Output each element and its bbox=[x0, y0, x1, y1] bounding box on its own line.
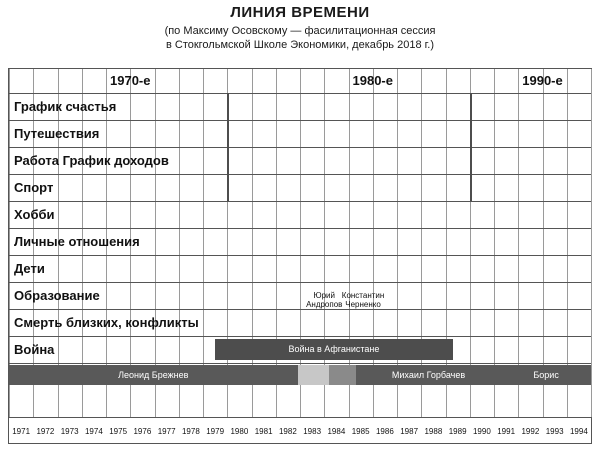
leader-bar-5[interactable]: Борис bbox=[501, 365, 591, 385]
leader-bar-1[interactable]: Леонид Брежнев bbox=[9, 365, 298, 385]
annotation-line-1: Константин bbox=[341, 291, 385, 300]
timeline-chart bbox=[8, 68, 592, 444]
year-tick-1978: 1978 bbox=[181, 427, 200, 436]
row-label-10[interactable]: Война bbox=[14, 342, 55, 357]
subtitle-line-1: (по Максиму Осовскому — фасилитационная сессия bbox=[164, 25, 436, 37]
year-tick-1992: 1992 bbox=[521, 427, 540, 436]
row-label-7[interactable]: Дети bbox=[14, 261, 45, 276]
year-tick-1989: 1989 bbox=[448, 427, 467, 436]
year-tick-1981: 1981 bbox=[254, 427, 273, 436]
year-gridline bbox=[591, 69, 592, 417]
year-tick-1977: 1977 bbox=[157, 427, 176, 436]
leader-bar-4[interactable]: Михаил Горбачев bbox=[356, 365, 502, 385]
year-tick-1972: 1972 bbox=[36, 427, 55, 436]
timeline-marker bbox=[470, 93, 472, 201]
annotation-line-1: Юрий bbox=[313, 291, 335, 300]
row-label-4[interactable]: Спорт bbox=[14, 180, 54, 195]
year-tick-1971: 1971 bbox=[12, 427, 31, 436]
page-title: ЛИНИЯ ВРЕМЕНИ bbox=[230, 4, 370, 21]
row-label-6[interactable]: Личные отношения bbox=[14, 234, 140, 249]
header bbox=[0, 0, 600, 52]
year-tick-1976: 1976 bbox=[133, 427, 152, 436]
year-tick-1980: 1980 bbox=[230, 427, 249, 436]
year-tick-1975: 1975 bbox=[109, 427, 128, 436]
row-label-5[interactable]: Хобби bbox=[14, 207, 55, 222]
timeline-marker bbox=[227, 93, 229, 201]
event-bar-afghan-war[interactable]: Война в Афганистане bbox=[215, 339, 453, 360]
row-label-9[interactable]: Смерть близких, конфликты bbox=[14, 315, 199, 330]
row-label-8[interactable]: Образование bbox=[14, 288, 100, 303]
decade-label-1980-е: 1980-е bbox=[352, 73, 393, 88]
year-tick-1983: 1983 bbox=[303, 427, 322, 436]
year-tick-1991: 1991 bbox=[497, 427, 516, 436]
page-subtitle bbox=[0, 24, 600, 52]
year-tick-1985: 1985 bbox=[351, 427, 370, 436]
decade-label-1990-е: 1990-е bbox=[522, 73, 563, 88]
chart-content bbox=[9, 69, 591, 443]
leader-bar-3[interactable] bbox=[329, 365, 356, 385]
leader-bar-2[interactable] bbox=[298, 365, 330, 385]
annotation-line-2: Черненко bbox=[345, 300, 381, 309]
year-tick-1984: 1984 bbox=[327, 427, 346, 436]
row-label-3[interactable]: Работа График доходов bbox=[14, 153, 169, 168]
year-tick-1988: 1988 bbox=[424, 427, 443, 436]
annotation-line-2: Андропов bbox=[306, 300, 343, 309]
year-tick-1994: 1994 bbox=[569, 427, 588, 436]
annotation-2 bbox=[337, 291, 389, 309]
year-tick-1987: 1987 bbox=[400, 427, 419, 436]
year-tick-1973: 1973 bbox=[60, 427, 79, 436]
year-tick-1986: 1986 bbox=[375, 427, 394, 436]
year-tick-1979: 1979 bbox=[206, 427, 225, 436]
row-label-2[interactable]: Путешествия bbox=[14, 126, 100, 141]
subtitle-line-2: в Стокгольмской Школе Экономики, декабрь 2018 г.) bbox=[165, 39, 435, 51]
year-tick-1982: 1982 bbox=[278, 427, 297, 436]
year-tick-1993: 1993 bbox=[545, 427, 564, 436]
decade-label-1970-е: 1970-е bbox=[110, 73, 151, 88]
row-label-1[interactable]: График счастья bbox=[14, 99, 117, 114]
year-tick-1990: 1990 bbox=[472, 427, 491, 436]
year-tick-1974: 1974 bbox=[84, 427, 103, 436]
